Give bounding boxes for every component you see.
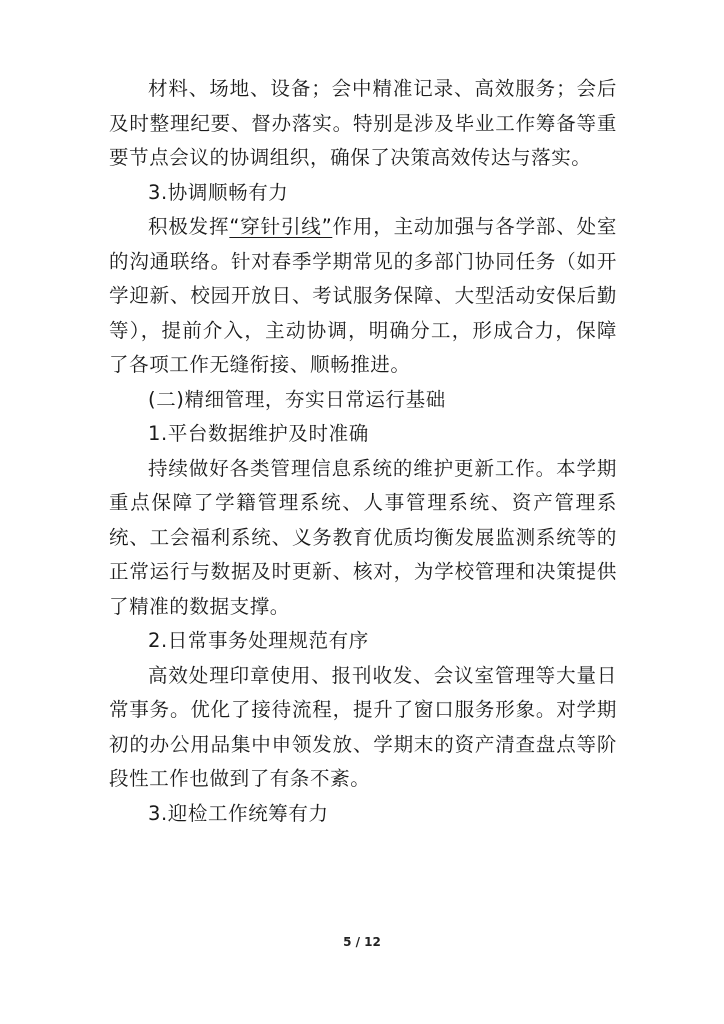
paragraph-meeting-services: 材料、场地、设备；会中精准记录、高效服务；会后及时整理纪要、督办落实。特别是涉及毕业工作筹备等重要节点会议的协调组织，确保了决策高效传达与落实。 [109, 77, 617, 169]
paragraph-platform-data: 持续做好各类管理信息系统的维护更新工作。本学期重点保障了学籍管理系统、人事管理系统、资产管理系统、工会福利系统、义务教育优质均衡发展监测系统等的正常运行与数据及时更新、核对，为学校管理和决策提供了精准的数据支撑。 [109, 456, 617, 618]
paragraph-daily-affairs: 高效处理印章使用、报刊收发、会议室管理等大量日常事务。优化了接待流程，提升了窗口服务形象。对学期初的办公用品集中申领发放、学期末的资产清查盘点等阶段性工作也做到了有条不紊。 [109, 663, 617, 790]
document-body [109, 72, 617, 831]
paragraph-coordination-after: 作用，主动加强与各学部、处室的沟通联络。针对春季学期常见的多部门协同任务（如开学迎新、校园开放日、考试服务保障、大型活动安保后勤等），提前介入，主动协调，明确分工，形成合力，保障了各项工作无缝衔接、顺畅推进。 [109, 215, 617, 376]
page-number: 5 / 12 [343, 935, 381, 949]
heading-platform-data: 1.平台数据维护及时准确 [148, 422, 369, 445]
heading-coordination: 3.协调顺畅有力 [148, 180, 289, 204]
section-heading-fine-management: (二)精细管理，夯实日常运行基础 [148, 387, 446, 411]
heading-daily-affairs: 2.日常事务处理规范有序 [148, 629, 369, 652]
quoted-phrase: “穿针引线” [229, 215, 333, 238]
paragraph-coordination-before: 积极发挥 [148, 215, 230, 238]
heading-inspection: 3.迎检工作统筹有力 [148, 801, 329, 825]
paragraph-coordination [109, 210, 617, 383]
